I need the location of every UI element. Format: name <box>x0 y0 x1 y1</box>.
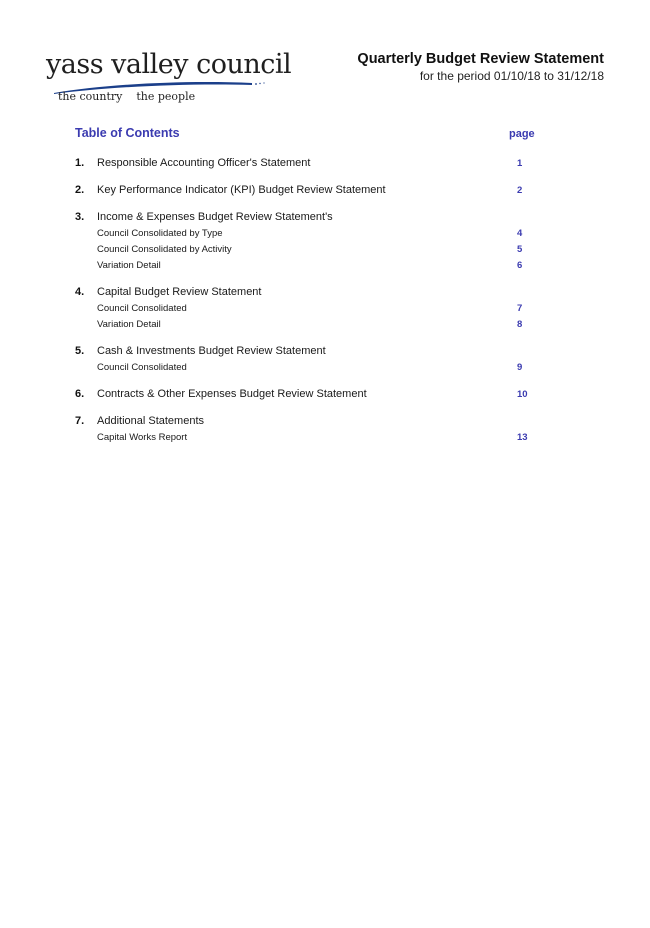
document-period: for the period 01/10/18 to 31/12/18 <box>419 69 604 83</box>
toc-section-label: Responsible Accounting Officer's Statement <box>97 157 311 169</box>
document-header <box>357 51 604 85</box>
toc-subitem[interactable] <box>75 259 545 275</box>
toc-section-6[interactable] <box>75 388 545 404</box>
toc-subitem-label: Council Consolidated by Type <box>97 228 223 239</box>
toc-subitem-label: Council Consolidated <box>97 362 187 373</box>
toc-subitem[interactable] <box>75 243 545 259</box>
toc-page-number: 6 <box>517 260 523 271</box>
toc-section-7[interactable] <box>75 415 545 431</box>
toc-subitem-label: Capital Works Report <box>97 432 188 443</box>
toc-section-3[interactable] <box>75 211 545 227</box>
toc-section-number: 2. <box>75 184 85 196</box>
toc-section-number: 4. <box>75 286 85 298</box>
toc-page-number: 1 <box>517 158 523 169</box>
toc-section-label: Capital Budget Review Statement <box>97 286 262 298</box>
toc-subitem[interactable] <box>75 318 545 334</box>
toc-section-5[interactable] <box>75 345 545 361</box>
toc-page-heading: page <box>509 128 535 140</box>
toc-page-number: 4 <box>517 228 523 239</box>
toc-subitem-label: Variation Detail <box>97 260 161 271</box>
toc-section-4[interactable] <box>75 286 545 302</box>
toc-section-number: 3. <box>75 211 85 223</box>
toc-subitem-label: Council Consolidated by Activity <box>97 244 232 255</box>
toc-page-number: 5 <box>517 244 523 255</box>
toc-page-number: 7 <box>517 303 523 314</box>
table-of-contents <box>75 157 545 458</box>
toc-section-number: 7. <box>75 415 85 427</box>
toc-page-number: 9 <box>517 362 523 373</box>
toc-subitem[interactable] <box>75 227 545 243</box>
logo-wordmark: yass valley council <box>46 49 292 80</box>
logo-tagline-left: the country <box>58 90 123 103</box>
toc-section-number: 1. <box>75 157 85 169</box>
toc-section-label: Contracts & Other Expenses Budget Review Statement <box>97 388 367 400</box>
toc-subitem-label: Variation Detail <box>97 319 161 330</box>
logo-tagline-right: the people <box>136 90 196 103</box>
council-logo <box>46 48 292 108</box>
toc-subitem[interactable] <box>75 361 545 377</box>
toc-section-label: Cash & Investments Budget Review Statement <box>97 345 326 357</box>
document-title: Quarterly Budget Review Statement <box>357 51 604 67</box>
toc-page-number: 2 <box>517 185 523 196</box>
toc-page-number: 13 <box>517 432 528 443</box>
toc-section-label: Key Performance Indicator (KPI) Budget Review Statement <box>97 184 386 196</box>
toc-page-number: 10 <box>517 389 528 400</box>
toc-section-1[interactable] <box>75 157 545 173</box>
toc-section-number: 5. <box>75 345 85 357</box>
toc-section-label: Additional Statements <box>97 415 205 427</box>
toc-section-number: 6. <box>75 388 85 400</box>
toc-subitem-label: Council Consolidated <box>97 303 187 314</box>
toc-heading: Table of Contents <box>75 126 180 140</box>
toc-page-number: 8 <box>517 319 523 330</box>
toc-section-label: Income & Expenses Budget Review Statement's <box>97 211 333 223</box>
logo-tagline <box>58 90 195 103</box>
toc-subitem[interactable] <box>75 302 545 318</box>
toc-section-2[interactable] <box>75 184 545 200</box>
toc-subitem[interactable] <box>75 431 545 447</box>
